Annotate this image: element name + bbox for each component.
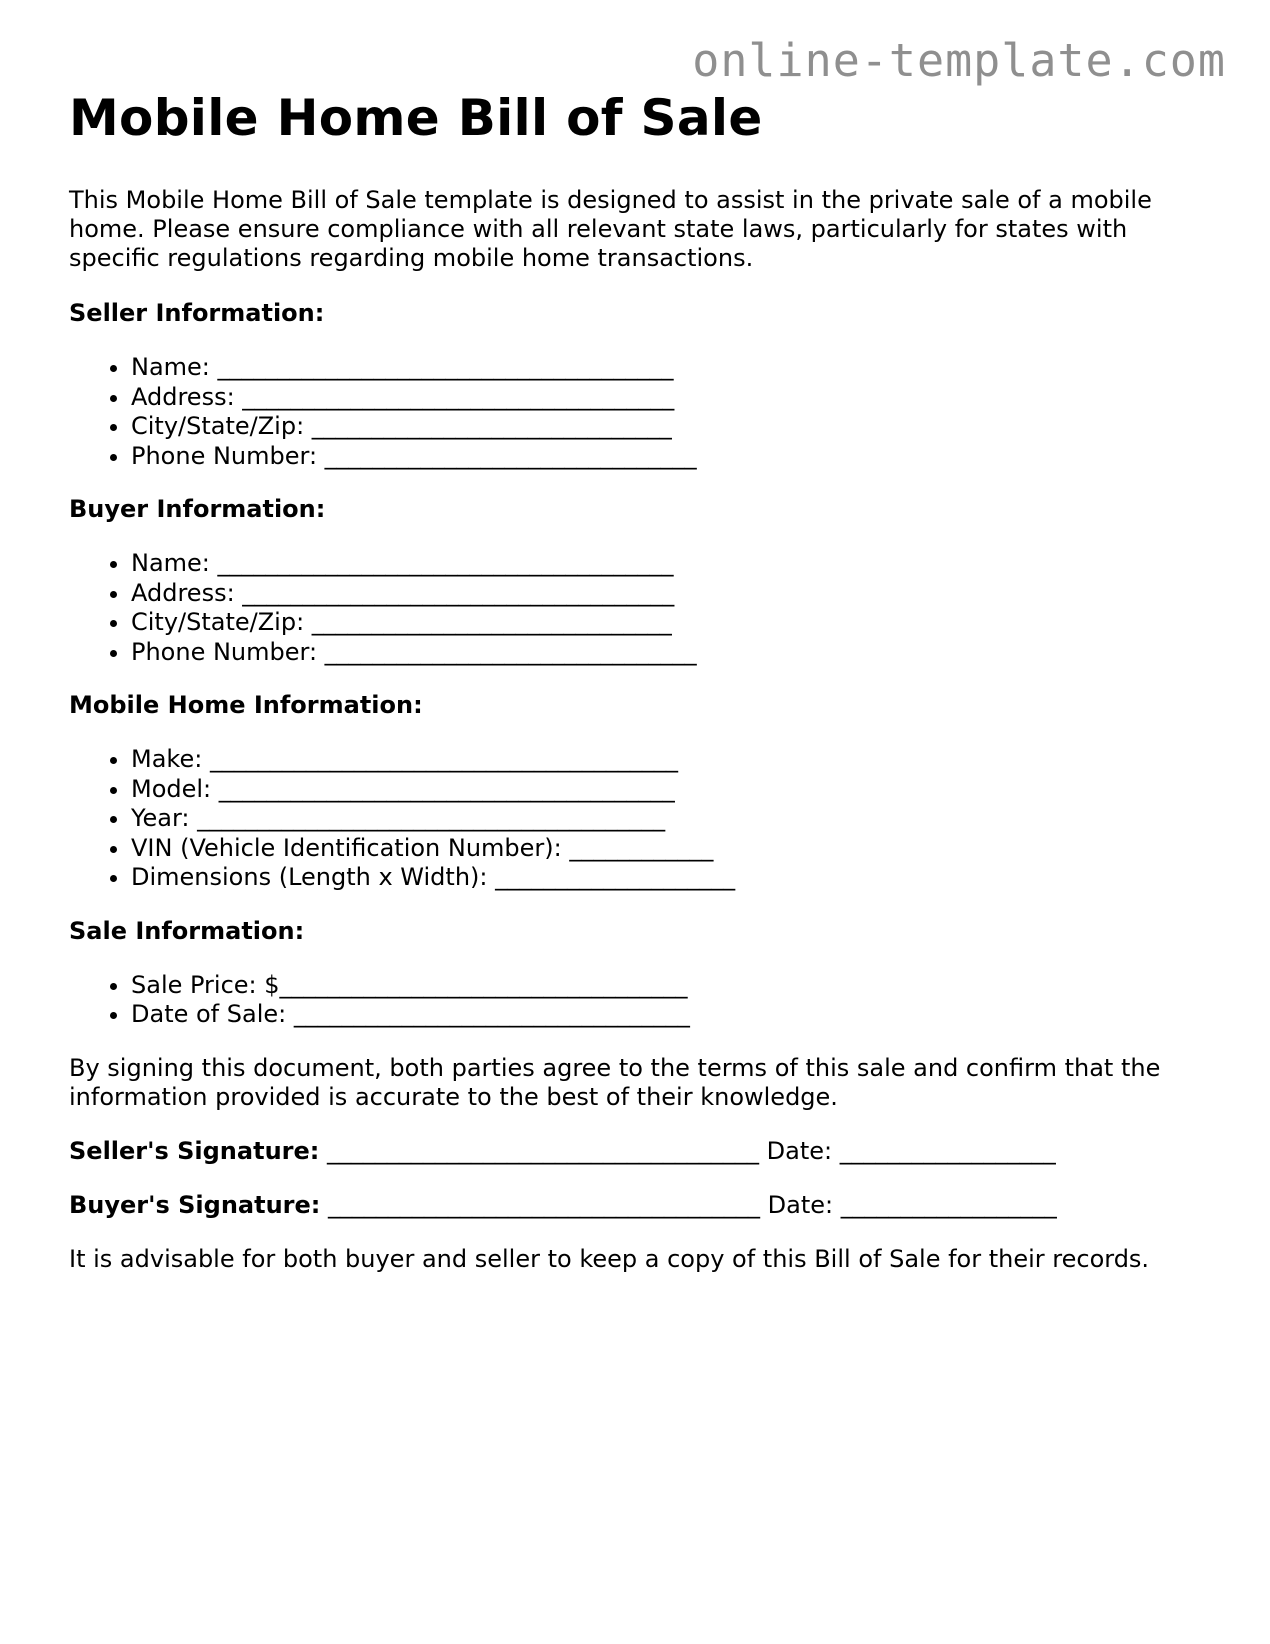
intro-paragraph: This Mobile Home Bill of Sale template is designed to assist in the private sale of a mobile home. Please ensure compliance with all relevant state laws, particularly for states with specific regulations regarding mobile home transactions. [69, 186, 1152, 272]
sale-fields [69, 971, 1219, 1030]
watermark: online-template.com [692, 34, 1226, 87]
seller-signature-label: Seller's Signature: [69, 1136, 320, 1165]
agreement-paragraph: By signing this document, both parties agree to the terms of this sale and confirm that the information provided is accurate to the best of their knowledge. [69, 1053, 1161, 1111]
seller-address-field: • Address: ____________________________________ [131, 383, 1219, 413]
buyer-signature-label: Buyer's Signature: [69, 1190, 321, 1219]
seller-signature-date: Date: __________________ [766, 1136, 1056, 1165]
sale-heading: Sale Information: [69, 916, 305, 945]
mobile-home-fields [69, 745, 1219, 893]
seller-city-state-zip-field: • City/State/Zip: ______________________________ [131, 412, 1219, 442]
advice-paragraph: It is advisable for both buyer and seller to keep a copy of this Bill of Sale for their records. [69, 1244, 1150, 1273]
vin-field: • VIN (Vehicle Identification Number): ____________ [131, 834, 1219, 864]
buyer-signature-line: ____________________________________ [320, 1190, 768, 1219]
mobile-home-heading: Mobile Home Information: [69, 691, 423, 719]
date-of-sale-field: • Date of Sale: _________________________________ [131, 1000, 1219, 1030]
buyer-address-field: • Address: ____________________________________ [131, 579, 1219, 609]
buyer-signature-date: Date: __________________ [767, 1190, 1057, 1219]
buyer-phone-field: • Phone Number: _______________________________ [131, 638, 1219, 668]
page-title: Mobile Home Bill of Sale [69, 89, 763, 147]
buyer-heading: Buyer Information: [69, 495, 326, 523]
seller-phone-field: • Phone Number: _______________________________ [131, 442, 1219, 472]
sale-price-field: • Sale Price: $__________________________________ [131, 971, 1219, 1001]
seller-name-field: • Name: ______________________________________ [131, 353, 1219, 383]
buyer-fields [69, 549, 1219, 667]
make-field: • Make: _______________________________________ [131, 745, 1219, 775]
sale-section [69, 917, 1219, 1030]
seller-fields [69, 353, 1219, 471]
seller-signature-row [69, 1137, 1219, 1166]
buyer-city-state-zip-field: • City/State/Zip: ______________________________ [131, 608, 1219, 638]
mobile-home-section [69, 691, 1219, 893]
model-field: • Model: ______________________________________ [131, 775, 1219, 805]
dimensions-field: • Dimensions (Length x Width): ____________________ [131, 863, 1219, 893]
seller-signature-line: ____________________________________ [319, 1136, 767, 1165]
seller-section [69, 299, 1219, 471]
document [69, 86, 1219, 1274]
year-field: • Year: _______________________________________ [131, 804, 1219, 834]
buyer-signature-row [69, 1191, 1219, 1220]
seller-heading: Seller Information: [69, 299, 325, 327]
buyer-name-field: • Name: ______________________________________ [131, 549, 1219, 579]
buyer-section [69, 495, 1219, 667]
